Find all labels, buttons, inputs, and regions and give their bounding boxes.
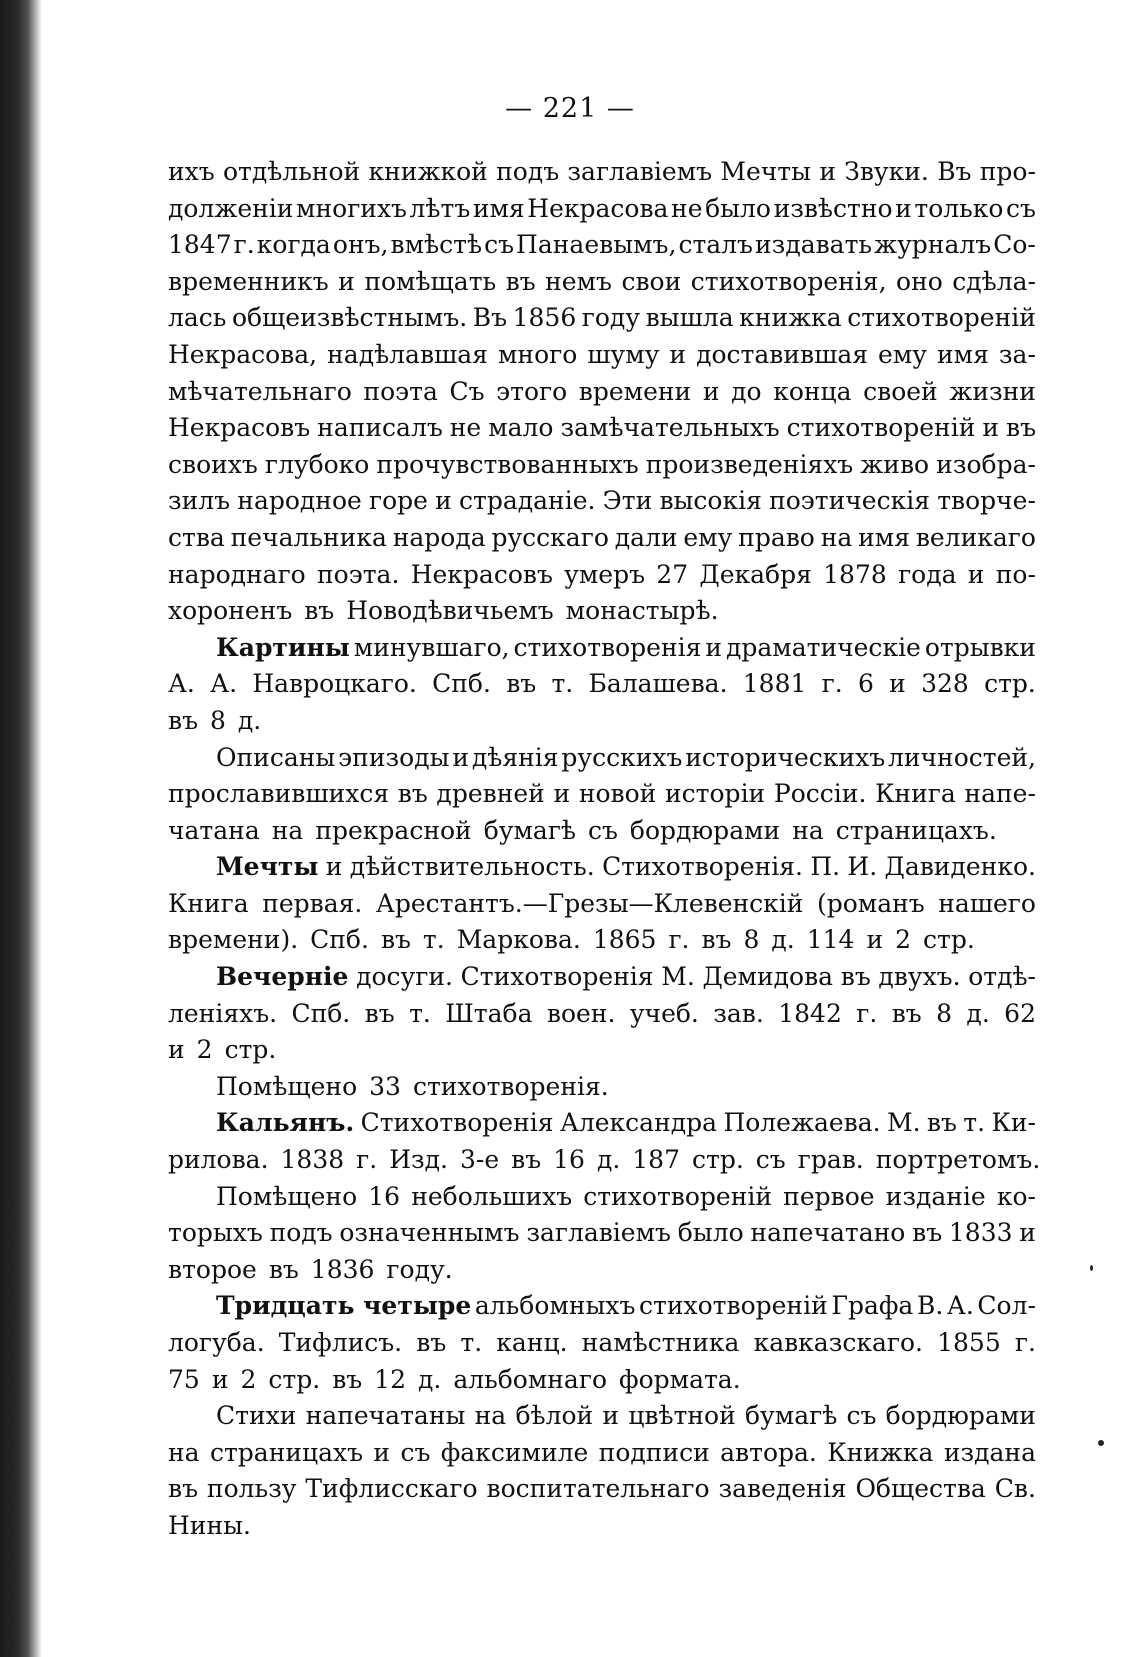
entry-title: Вечерніе [216,962,349,992]
text-line: и 2 стр. [168,1035,277,1065]
text-line: Мечты и дѣйствительность. Стихотворенія. П. И. Давиденко. [168,849,1036,886]
text-line: своихъ глубоко прочувствованныхъ произведеніяхъ живо изобра- [168,449,1036,479]
text-line: второе въ 1836 году. [168,1254,453,1284]
text-line: времени). Спб. въ т. Маркова. 1865 г. въ 8 д. 114 и 2 стр. [168,925,975,955]
text-line: Некрасова, надѣлавшая много шуму и доставившая ему имя за- [168,339,1036,369]
paragraph-p7 [168,1105,1041,1178]
text-line: Кальянъ. Стихотворенія Александра Полежаева. М. въ т. Ки- [168,1105,1036,1142]
text-line: Описаны эпизоды и дѣянія русскихъ историческихъ личностей, [216,742,1036,772]
text-line: Стихи напечатаны на бѣлой и цвѣтной бумагѣ съ бордюрами [216,1401,1036,1431]
text-line: долженіи многихъ лѣтъ имя Некрасова не было извѣстно и только съ [168,193,1036,223]
entry-title: Мечты [216,852,319,882]
text-line: А. А. Навроцкаго. Спб. въ т. Балашева. 1881 г. 6 и 328 стр. [168,669,1036,699]
text-line: въ 8 д. [168,705,262,735]
text-line: леніяхъ. Спб. въ т. Штаба воен. учеб. зав. 1842 г. въ 8 д. 62 [168,998,1036,1028]
page-number: — 221 — [505,93,635,124]
text-line: народнаго поэта. Некрасовъ умеръ 27 Декабря 1878 года и по- [168,559,1036,589]
text-line: ства печальника народа русскаго дали ему право на имя великаго [168,522,1036,552]
scan-speck [1098,1440,1104,1446]
text-line: лась общеизвѣстнымъ. Въ 1856 году вышла книжка стихотвореній [168,303,1036,333]
text-line: 1847 г. когда онъ, вмѣстѣ съ Панаевымъ, сталъ издавать журналъ Со- [168,230,1036,260]
text-line: Помѣщено 16 небольшихъ стихотвореній первое изданіе ко- [216,1181,1036,1211]
paragraph-p9 [168,1288,1036,1398]
text-line: Тридцать четыре альбомныхъ стихотвореній Графа В. А. Сол- [168,1288,1036,1325]
paragraph-p8 [168,1179,1036,1289]
text-line: на страницахъ и съ факсимиле подписи автора. Книжка издана [168,1437,1036,1467]
text-line: Вечерніе досуги. Стихотворенія М. Демидова въ двухъ. отдѣ- [168,959,1036,996]
text-line: Книга первая. Арестантъ.—Грезы—Клевенскій (романъ нашего [168,888,1036,918]
text-line: чатана на прекрасной бумагѣ съ бордюрами на страницахъ. [168,815,997,845]
paragraph-p2 [168,630,1036,740]
text-line: Помѣщено 33 стихотворенія. [216,1071,609,1101]
text-line: ихъ отдѣльной книжкой подъ заглавіемъ Мечты и Звуки. Въ про- [168,157,1036,186]
text-line: Картины минувшаго, стихотворенія и драматическіе отрывки [168,630,1036,667]
text-line: логуба. Тифлисъ. въ т. канц. намѣстника кавказскаго. 1855 г. [168,1328,1036,1357]
text-line: въ пользу Тифлисскаго воспитательнаго заведенія Общества Св. [168,1474,1036,1504]
paragraph-p5 [168,959,1036,1069]
text-line: временникъ и помѣщать въ немъ свои стихотворенія, оно сдѣла- [168,266,1036,296]
text-line: Нины. [168,1510,251,1540]
text-line: мѣчательнаго поэта Съ этого времени и до конца своей жизни [168,376,1036,406]
text-line: 75 и 2 стр. въ 12 д. альбомнаго формата. [168,1364,741,1394]
entry-title: Тридцать четыре [216,1291,472,1321]
entry-title: Кальянъ. [216,1108,355,1138]
scan-binding-edge [0,0,42,1657]
text-line: Некрасовъ написалъ не мало замѣчательныхъ стихотвореній и въ [168,413,1036,443]
paragraph-p6 [168,1069,1036,1106]
paragraph-p1 [168,154,1036,630]
text-line: торыхъ подъ означеннымъ заглавіемъ было напечатано въ 1833 и [168,1218,1036,1248]
paragraph-p4 [168,849,1036,959]
scan-speck [1090,1265,1093,1271]
page-body-text [168,154,1041,1545]
text-line: прославившихся въ древней и новой исторіи Россіи. Книга напе- [168,779,1036,809]
paragraph-p10 [168,1398,1036,1544]
paragraph-p3 [168,740,1036,850]
text-line: зилъ народное горе и страданіе. Эти высокія поэтическія творче- [168,486,1036,516]
text-line: хороненъ въ Новодѣвичьемъ монастырѣ. [168,596,719,626]
text-line: рилова. 1838 г. Изд. 3-е въ 16 д. 187 стр. съ грав. портретомъ. [168,1145,1041,1175]
entry-title: Картины [216,632,350,662]
